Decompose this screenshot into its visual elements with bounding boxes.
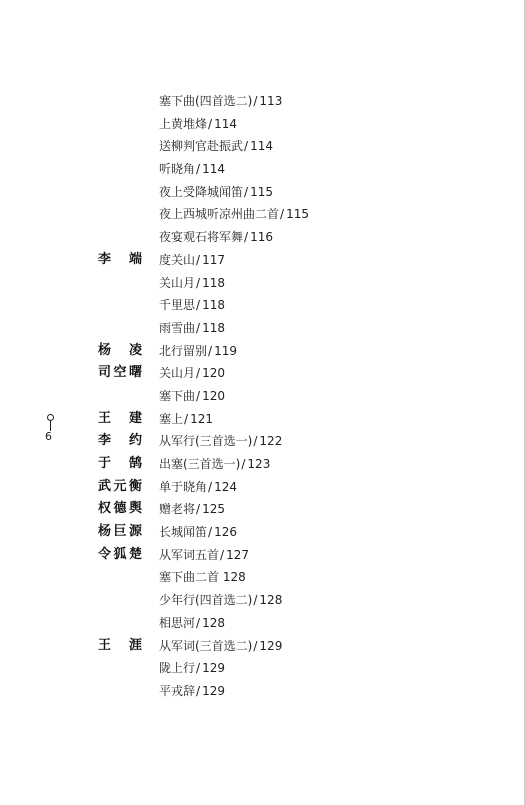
author-name: 杨凌 [98, 342, 142, 358]
toc-entry [159, 385, 225, 408]
toc-entry [159, 430, 282, 453]
toc-entry [159, 521, 237, 544]
poem-title: 塞下曲 [159, 388, 196, 403]
page-ref: 118 [202, 320, 225, 335]
poem-title: 上黄堆烽 [159, 116, 208, 131]
page-ref: 113 [259, 94, 283, 108]
page-ref: 124 [214, 479, 237, 494]
poem-title: 北行留别 [159, 343, 208, 358]
toc-entry [159, 635, 282, 658]
toc-row [0, 430, 526, 453]
separator: / [241, 457, 246, 471]
toc-row [0, 340, 526, 363]
separator: / [220, 547, 225, 562]
poem-title: 送柳判官赴振武 [159, 139, 244, 154]
poem-title: 夜上受降城闻笛 [159, 184, 244, 199]
poem-title: 陇上行 [159, 661, 196, 676]
toc-row [0, 657, 526, 680]
author-name: 司空曙 [98, 365, 142, 381]
toc-row [0, 135, 526, 158]
toc-row [0, 635, 526, 658]
poem-title: 从军行(三首选一) [159, 434, 253, 449]
toc-row [0, 385, 526, 408]
poem-title: 雨雪曲 [159, 320, 196, 335]
separator: / [184, 411, 189, 426]
toc-entry [159, 408, 213, 431]
poem-title: 赠老将 [159, 502, 196, 517]
page-ref: 118 [202, 298, 225, 313]
poem-title: 关山月 [159, 275, 196, 290]
toc-entry [159, 317, 225, 340]
toc-entry [159, 340, 237, 363]
toc-entry [159, 680, 225, 703]
toc-row [0, 203, 526, 226]
separator: / [196, 252, 201, 267]
poem-title: 塞下曲二首 [159, 570, 220, 585]
toc-entry [159, 566, 246, 589]
toc-row [0, 113, 526, 136]
toc-row [0, 498, 526, 521]
poem-title: 关山月 [159, 366, 196, 381]
separator: / [244, 184, 249, 199]
toc-entry [159, 226, 273, 249]
toc-row [0, 158, 526, 181]
separator: / [208, 343, 213, 358]
author-name: 王涯 [98, 637, 142, 653]
separator: / [196, 320, 201, 335]
separator: / [280, 207, 285, 222]
toc-entry [159, 272, 225, 295]
toc-entry [159, 544, 249, 567]
toc-row [0, 226, 526, 249]
page-ref: 128 [222, 570, 246, 585]
toc-row [0, 612, 526, 635]
poem-title: 塞下曲(四首选二) [159, 94, 253, 108]
author-name: 于鹄 [98, 456, 142, 471]
page-number-marker [44, 414, 58, 450]
toc-row [0, 453, 526, 476]
poem-title: 从军词(三首选二) [159, 638, 253, 653]
toc-row [0, 272, 526, 295]
page-ref: 129 [259, 638, 283, 653]
poem-title: 出塞(三首选一) [159, 457, 241, 471]
poem-title: 少年行(四首选二) [159, 593, 253, 608]
poem-title: 度关山 [159, 252, 196, 267]
page-ref: 126 [214, 525, 237, 540]
separator: / [196, 162, 201, 177]
author-name: 杨巨源 [98, 524, 142, 540]
author-name: 武元衡 [98, 478, 142, 494]
separator: / [244, 230, 249, 245]
separator: / [253, 434, 258, 449]
separator: / [253, 94, 258, 108]
separator: / [196, 366, 201, 381]
separator: / [208, 479, 213, 494]
separator: / [244, 139, 249, 154]
page-ref: 125 [202, 502, 225, 517]
toc-row [0, 362, 526, 385]
toc-entry [159, 453, 270, 476]
toc-entry [159, 135, 273, 158]
toc-row [0, 680, 526, 703]
page-ref: 128 [259, 593, 283, 608]
table-of-contents [0, 90, 526, 703]
page-ref: 117 [202, 252, 225, 267]
toc-entry [159, 657, 225, 680]
poem-title: 夜宴观石将军舞 [159, 230, 244, 245]
separator: / [208, 116, 213, 131]
separator: / [196, 502, 201, 517]
page-ref: 114 [250, 139, 273, 154]
poem-title: 单于晓角 [159, 479, 208, 494]
toc-entry [159, 362, 225, 385]
page-ref: 114 [202, 162, 225, 177]
page-number: 6 [45, 430, 52, 443]
page-ref: 121 [190, 411, 213, 426]
author-name: 权德舆 [98, 501, 142, 517]
toc-row [0, 408, 526, 431]
toc-entry [159, 113, 237, 136]
page-ref: 118 [202, 275, 225, 290]
page-ref: 115 [286, 207, 309, 222]
page-ref: 129 [202, 661, 225, 676]
poem-title: 从军词五首 [159, 547, 220, 562]
toc-entry [159, 158, 225, 181]
toc-entry [159, 294, 225, 317]
poem-title: 长城闻笛 [159, 525, 208, 540]
separator: / [196, 275, 201, 290]
page-ref: 120 [202, 366, 225, 381]
toc-row [0, 476, 526, 499]
poem-title: 塞上 [159, 411, 184, 426]
toc-entry [159, 589, 282, 612]
toc-entry [159, 249, 225, 272]
toc-entry [159, 203, 309, 226]
page-ref: 127 [226, 547, 249, 562]
page-ref: 116 [250, 230, 273, 245]
separator: / [196, 615, 201, 630]
page-ref: 123 [247, 457, 271, 471]
toc-row [0, 589, 526, 612]
poem-title: 千里思 [159, 298, 196, 313]
toc-row [0, 249, 526, 272]
separator: / [253, 638, 258, 653]
separator: / [196, 683, 201, 698]
separator: / [196, 388, 201, 403]
page-ref: 128 [202, 615, 225, 630]
author-name: 王建 [98, 410, 142, 426]
toc-row [0, 294, 526, 317]
toc-entry [159, 181, 273, 204]
page-ref: 115 [250, 184, 273, 199]
page-ref: 122 [259, 434, 283, 449]
marker-circle-icon [47, 414, 54, 421]
toc-row [0, 181, 526, 204]
toc-row [0, 521, 526, 544]
toc-entry [159, 612, 225, 635]
toc-entry [159, 476, 237, 499]
separator: / [196, 661, 201, 676]
toc-row [0, 90, 526, 113]
author-name: 李约 [98, 433, 142, 449]
separator: / [253, 593, 258, 608]
poem-title: 夜上西城听凉州曲二首 [159, 207, 280, 222]
page-ref: 119 [214, 343, 237, 358]
poem-title: 相思河 [159, 615, 196, 630]
toc-entry [159, 498, 225, 521]
poem-title: 听晓角 [159, 162, 196, 177]
toc-row [0, 317, 526, 340]
separator: / [208, 525, 213, 540]
poem-title: 平戎辞 [159, 683, 196, 698]
toc-row [0, 544, 526, 567]
toc-entry [159, 90, 282, 113]
author-name: 令狐楚 [98, 546, 142, 562]
author-name: 李端 [98, 251, 142, 267]
page-ref: 114 [214, 116, 237, 131]
page-ref: 120 [202, 388, 225, 403]
separator: / [196, 298, 201, 313]
page-ref: 129 [202, 683, 225, 698]
toc-row [0, 566, 526, 589]
